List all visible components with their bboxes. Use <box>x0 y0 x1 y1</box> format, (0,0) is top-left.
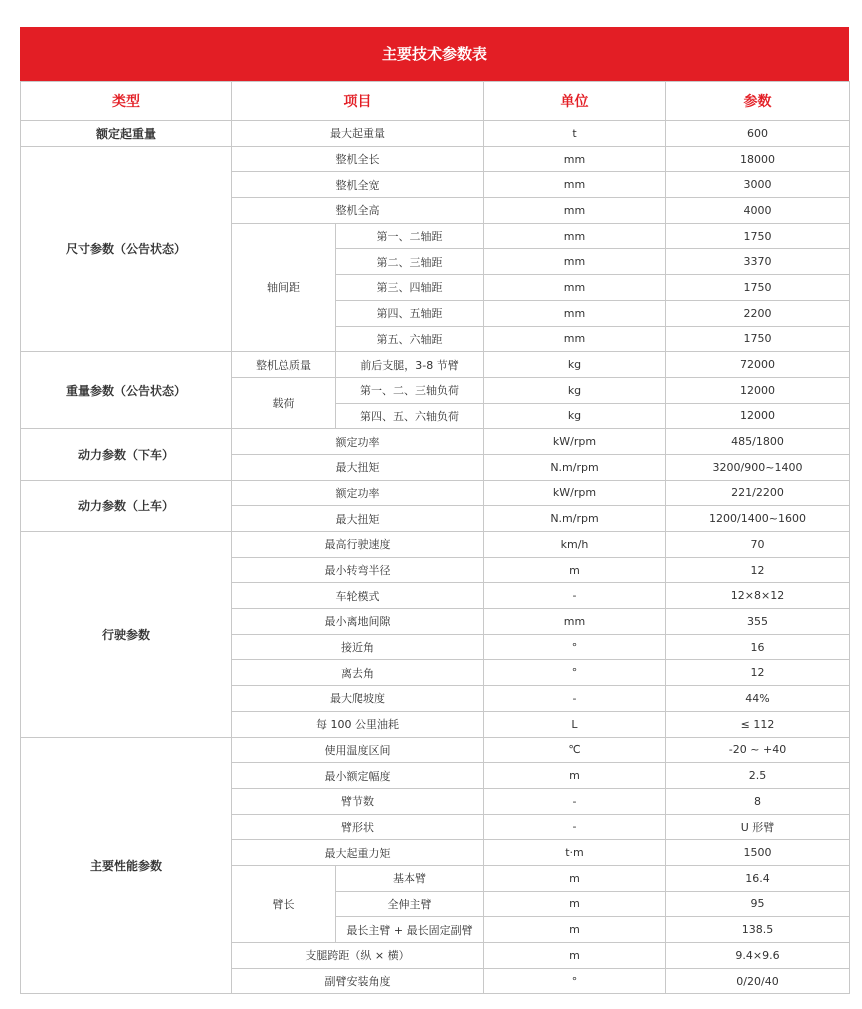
unit-cell: mm <box>484 609 666 635</box>
item-cell: 最大扭矩 <box>232 454 484 480</box>
item-cell: 接近角 <box>232 634 484 660</box>
item-cell: 车轮模式 <box>232 583 484 609</box>
value-cell: 95 <box>666 891 850 917</box>
subgroup-load: 载荷 <box>232 377 336 428</box>
item-cell: 全伸主臂 <box>336 891 484 917</box>
value-cell: 16 <box>666 634 850 660</box>
value-cell: 12000 <box>666 377 850 403</box>
table-row <box>21 737 850 763</box>
unit-cell: ° <box>484 968 666 994</box>
table-row <box>21 429 850 455</box>
value-cell: U 形臂 <box>666 814 850 840</box>
item-cell: 整机全宽 <box>232 172 484 198</box>
unit-cell: m <box>484 891 666 917</box>
unit-cell: N.m/rpm <box>484 506 666 532</box>
item-cell: 最长主臂 + 最长固定副臂 <box>336 917 484 943</box>
item-cell: 整机全高 <box>232 198 484 224</box>
unit-cell: L <box>484 711 666 737</box>
unit-cell: mm <box>484 300 666 326</box>
spec-table-container <box>20 27 849 994</box>
unit-cell: - <box>484 814 666 840</box>
table-title: 主要技术参数表 <box>20 27 849 81</box>
item-cell: 基本臂 <box>336 865 484 891</box>
item-cell: 第三、四轴距 <box>336 275 484 301</box>
unit-cell: mm <box>484 275 666 301</box>
unit-cell: - <box>484 686 666 712</box>
item-cell: 最高行驶速度 <box>232 532 484 558</box>
unit-cell: mm <box>484 223 666 249</box>
value-cell: 70 <box>666 532 850 558</box>
unit-cell: m <box>484 943 666 969</box>
item-cell: 第四、五轴距 <box>336 300 484 326</box>
unit-cell: N.m/rpm <box>484 454 666 480</box>
unit-cell: t <box>484 121 666 147</box>
spec-table <box>20 81 850 994</box>
unit-cell: mm <box>484 172 666 198</box>
unit-cell: ° <box>484 634 666 660</box>
item-cell: 最小离地间隙 <box>232 609 484 635</box>
table-row <box>21 146 850 172</box>
unit-cell: m <box>484 557 666 583</box>
value-cell: 0/20/40 <box>666 968 850 994</box>
value-cell: 72000 <box>666 352 850 378</box>
category-weight: 重量参数（公告状态） <box>21 352 232 429</box>
header-type: 类型 <box>21 82 232 121</box>
unit-cell: kg <box>484 377 666 403</box>
unit-cell: t·m <box>484 840 666 866</box>
item-cell: 支腿跨距（纵 × 横） <box>232 943 484 969</box>
unit-cell: mm <box>484 249 666 275</box>
item-cell: 最小额定幅度 <box>232 763 484 789</box>
item-cell: 最大起重量 <box>232 121 484 147</box>
value-cell: 3200/900~1400 <box>666 454 850 480</box>
value-cell: 485/1800 <box>666 429 850 455</box>
item-cell: 臂节数 <box>232 788 484 814</box>
unit-cell: km/h <box>484 532 666 558</box>
item-cell: 前后支腿，3-8 节臂 <box>336 352 484 378</box>
table-row <box>21 480 850 506</box>
unit-cell: m <box>484 865 666 891</box>
item-cell: 第一、二轴距 <box>336 223 484 249</box>
unit-cell: kW/rpm <box>484 429 666 455</box>
unit-cell: - <box>484 583 666 609</box>
value-cell: 355 <box>666 609 850 635</box>
item-cell: 额定功率 <box>232 480 484 506</box>
table-row <box>21 352 850 378</box>
item-cell: 额定功率 <box>232 429 484 455</box>
item-cell: 每 100 公里油耗 <box>232 711 484 737</box>
value-cell: ≤ 112 <box>666 711 850 737</box>
subgroup-wheelbase: 轴间距 <box>232 223 336 351</box>
category-power-lower: 动力参数（下车） <box>21 429 232 480</box>
item-cell: 整机全长 <box>232 146 484 172</box>
item-cell: 第一、二、三轴负荷 <box>336 377 484 403</box>
item-cell: 最大爬坡度 <box>232 686 484 712</box>
table-row <box>21 532 850 558</box>
unit-cell: kW/rpm <box>484 480 666 506</box>
unit-cell: kg <box>484 352 666 378</box>
item-cell: 离去角 <box>232 660 484 686</box>
value-cell: 12000 <box>666 403 850 429</box>
category-size: 尺寸参数（公告状态） <box>21 146 232 352</box>
item-cell: 副臂安装角度 <box>232 968 484 994</box>
unit-cell: ℃ <box>484 737 666 763</box>
value-cell: 1200/1400~1600 <box>666 506 850 532</box>
value-cell: 9.4×9.6 <box>666 943 850 969</box>
unit-cell: m <box>484 763 666 789</box>
value-cell: 18000 <box>666 146 850 172</box>
value-cell: 2200 <box>666 300 850 326</box>
subgroup-total-mass: 整机总质量 <box>232 352 336 378</box>
unit-cell: - <box>484 788 666 814</box>
value-cell: 221/2200 <box>666 480 850 506</box>
item-cell: 最大起重力矩 <box>232 840 484 866</box>
value-cell: 44% <box>666 686 850 712</box>
value-cell: 1500 <box>666 840 850 866</box>
value-cell: 2.5 <box>666 763 850 789</box>
item-cell: 最小转弯半径 <box>232 557 484 583</box>
item-cell: 第二、三轴距 <box>336 249 484 275</box>
header-row <box>21 82 850 121</box>
item-cell: 使用温度区间 <box>232 737 484 763</box>
value-cell: 8 <box>666 788 850 814</box>
value-cell: 3370 <box>666 249 850 275</box>
unit-cell: kg <box>484 403 666 429</box>
unit-cell: mm <box>484 198 666 224</box>
unit-cell: mm <box>484 326 666 352</box>
value-cell: 16.4 <box>666 865 850 891</box>
item-cell: 第五、六轴距 <box>336 326 484 352</box>
category-performance: 主要性能参数 <box>21 737 232 994</box>
value-cell: 4000 <box>666 198 850 224</box>
value-cell: 1750 <box>666 326 850 352</box>
header-unit: 单位 <box>484 82 666 121</box>
unit-cell: ° <box>484 660 666 686</box>
item-cell: 最大扭矩 <box>232 506 484 532</box>
table-row <box>21 121 850 147</box>
unit-cell: mm <box>484 146 666 172</box>
header-value: 参数 <box>666 82 850 121</box>
value-cell: 12 <box>666 660 850 686</box>
value-cell: 12 <box>666 557 850 583</box>
item-cell: 臂形状 <box>232 814 484 840</box>
subgroup-boom-length: 臂长 <box>232 865 336 942</box>
value-cell: -20 ~ +40 <box>666 737 850 763</box>
category-travel: 行驶参数 <box>21 532 232 738</box>
value-cell: 1750 <box>666 275 850 301</box>
item-cell: 第四、五、六轴负荷 <box>336 403 484 429</box>
value-cell: 1750 <box>666 223 850 249</box>
value-cell: 12×8×12 <box>666 583 850 609</box>
value-cell: 600 <box>666 121 850 147</box>
value-cell: 138.5 <box>666 917 850 943</box>
category-power-upper: 动力参数（上车） <box>21 480 232 531</box>
header-item: 项目 <box>232 82 484 121</box>
unit-cell: m <box>484 917 666 943</box>
value-cell: 3000 <box>666 172 850 198</box>
category-rated-lift: 额定起重量 <box>21 121 232 147</box>
